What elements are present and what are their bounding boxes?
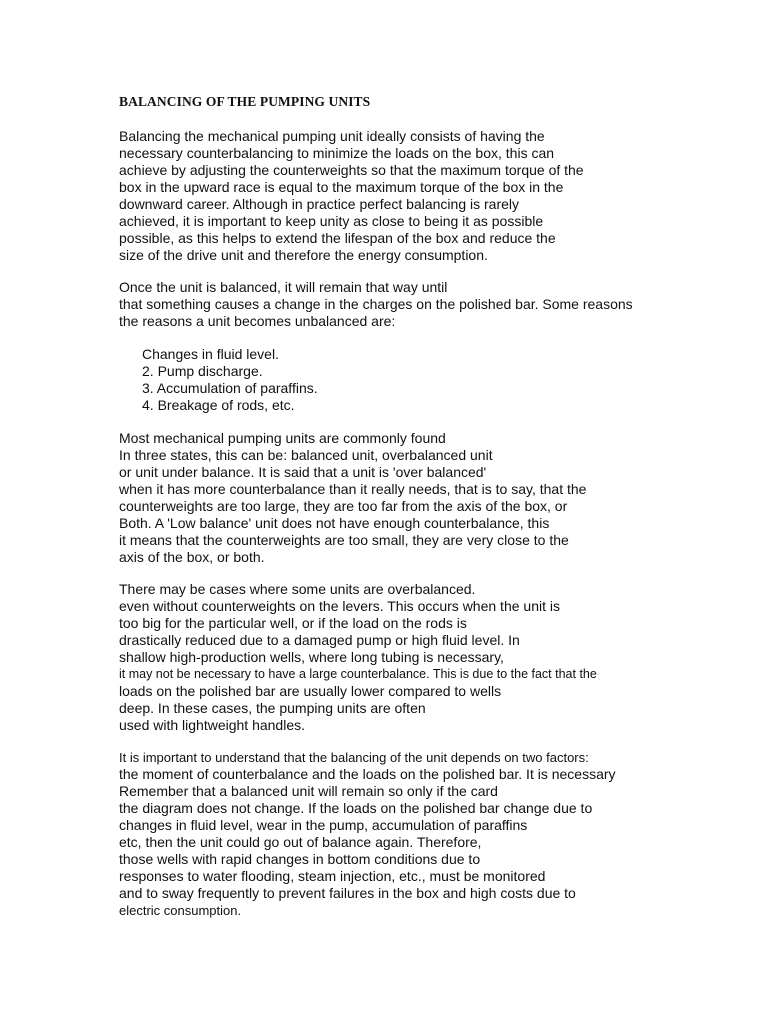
text-line: achieve by adjusting the counterweights so that the maximum torque of the bbox=[119, 162, 584, 178]
text-line: it may not be necessary to have a large counterbalance. This is due to the fact that the bbox=[119, 667, 597, 681]
text-line: etc, then the unit could go out of balance again. Therefore, bbox=[119, 834, 482, 850]
text-line: In three states, this can be: balanced unit, overbalanced unit bbox=[119, 447, 493, 463]
text-line: drastically reduced due to a damaged pump or high fluid level. In bbox=[119, 632, 520, 648]
text-line: size of the drive unit and therefore the energy consumption. bbox=[119, 247, 488, 263]
text-line: it means that the counterweights are too small, they are very close to the bbox=[119, 532, 569, 548]
text-line: electric consumption. bbox=[119, 903, 242, 918]
list-item: 3. Accumulation of paraffins. bbox=[142, 380, 318, 396]
text-line: the diagram does not change. If the loads on the polished bar change due to bbox=[119, 800, 593, 816]
text-line: possible, as this helps to extend the lifespan of the box and reduce the bbox=[119, 230, 556, 246]
text-line: too big for the particular well, or if the load on the rods is bbox=[119, 615, 467, 631]
text-line: Once the unit is balanced, it will remain that way until bbox=[119, 279, 448, 295]
text-line: There may be cases where some units are overbalanced. bbox=[119, 581, 476, 597]
text-line: Most mechanical pumping units are commonly found bbox=[119, 430, 446, 446]
text-line: axis of the box, or both. bbox=[119, 549, 265, 565]
text-line: and to sway frequently to prevent failures in the box and high costs due to bbox=[119, 885, 576, 901]
text-line: Balancing the mechanical pumping unit ideally consists of having the bbox=[119, 128, 545, 144]
list-item: 4. Breakage of rods, etc. bbox=[142, 397, 295, 413]
document-title: BALANCING OF THE PUMPING UNITS bbox=[119, 94, 371, 109]
text-line: deep. In these cases, the pumping units are often bbox=[119, 700, 426, 716]
text-line: shallow high-production wells, where long tubing is necessary, bbox=[119, 649, 504, 665]
text-line: counterweights are too large, they are too far from the axis of the box, or bbox=[119, 498, 568, 514]
text-line: downward career. Although in practice perfect balancing is rarely bbox=[119, 196, 519, 212]
text-line: responses to water flooding, steam injection, etc., must be monitored bbox=[119, 868, 546, 884]
text-line: that something causes a change in the charges on the polished bar. Some reasons bbox=[119, 296, 633, 312]
text-line: changes in fluid level, wear in the pump, accumulation of paraffins bbox=[119, 817, 528, 833]
text-line: It is important to understand that the balancing of the unit depends on two factors: bbox=[119, 750, 589, 765]
text-line: when it has more counterbalance than it really needs, that is to say, that the bbox=[119, 481, 587, 497]
text-line: the reasons a unit becomes unbalanced are: bbox=[119, 313, 396, 329]
text-line: Remember that a balanced unit will remain so only if the card bbox=[119, 783, 498, 799]
list-item: Changes in fluid level. bbox=[142, 346, 279, 362]
text-line: even without counterweights on the levers. This occurs when the unit is bbox=[119, 598, 560, 614]
text-line: the moment of counterbalance and the loads on the polished bar. It is necessary bbox=[119, 766, 616, 782]
text-line: Both. A 'Low balance' unit does not have enough counterbalance, this bbox=[119, 515, 550, 531]
text-line: or unit under balance. It is said that a unit is 'over balanced' bbox=[119, 464, 487, 480]
text-line: loads on the polished bar are usually lower compared to wells bbox=[119, 683, 502, 699]
text-line: necessary counterbalancing to minimize the loads on the box, this can bbox=[119, 145, 555, 161]
text-line: used with lightweight handles. bbox=[119, 717, 306, 733]
list-item: 2. Pump discharge. bbox=[142, 363, 263, 379]
text-line: achieved, it is important to keep unity as close to being it as possible bbox=[119, 213, 544, 229]
text-line: box in the upward race is equal to the maximum torque of the box in the bbox=[119, 179, 564, 195]
text-line: those wells with rapid changes in bottom conditions due to bbox=[119, 851, 481, 867]
